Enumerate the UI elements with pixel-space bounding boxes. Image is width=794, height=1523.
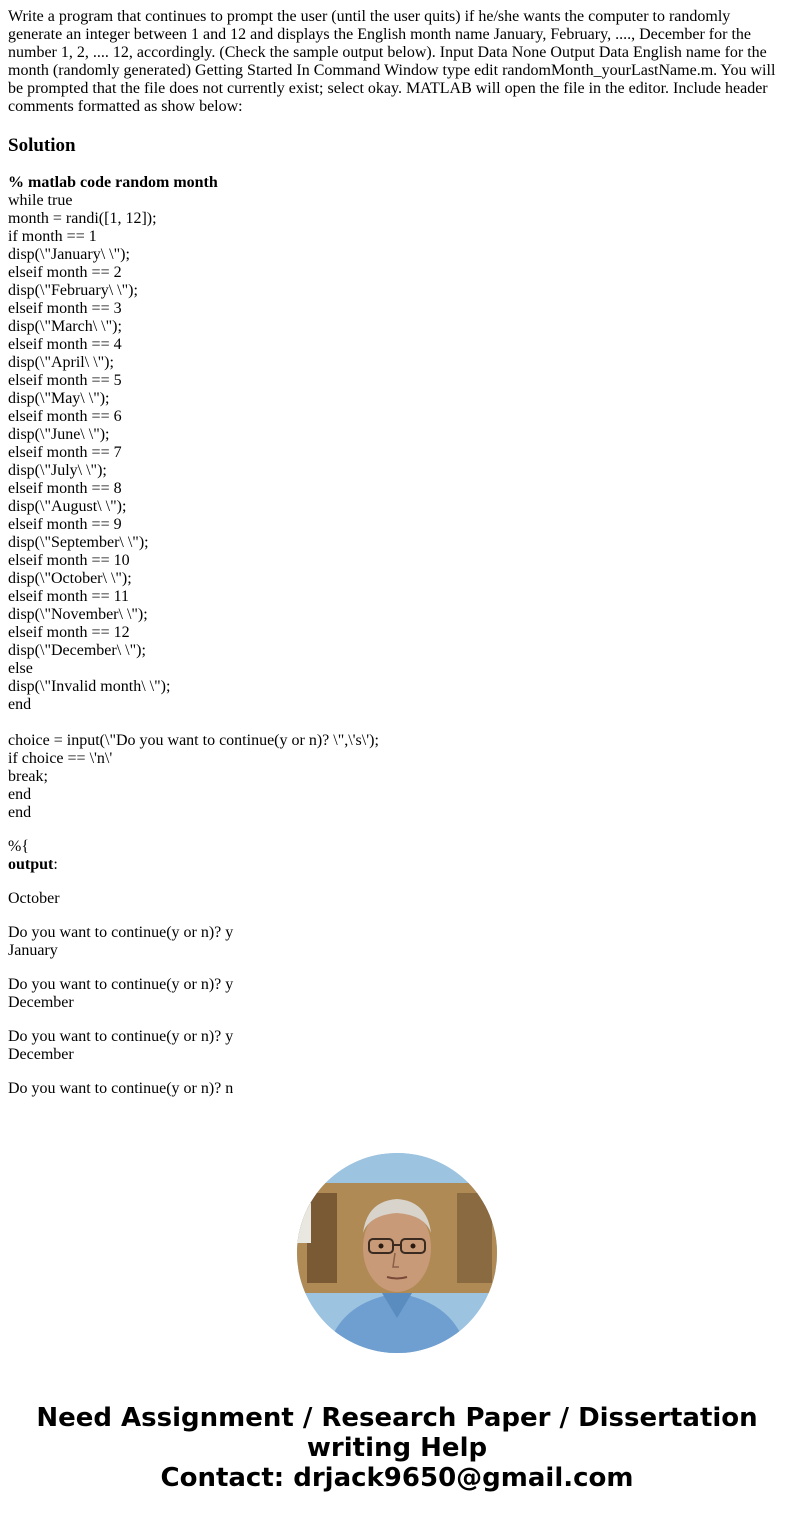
code-line: else <box>8 660 33 677</box>
output-prompt: Do you want to continue(y or n)? y <box>8 924 234 941</box>
code-line: elseif month == 8 <box>8 480 122 497</box>
output-block <box>8 838 233 1098</box>
author-portrait-icon <box>297 1153 497 1353</box>
output-month: December <box>8 1046 74 1063</box>
code-comment: % matlab code random month <box>8 174 218 191</box>
code-line: elseif month == 4 <box>8 336 122 353</box>
code-line: elseif month == 7 <box>8 444 122 461</box>
code-line: end <box>8 786 32 803</box>
code-line: elseif month == 11 <box>8 588 129 605</box>
output-gap <box>8 960 233 976</box>
output-month: January <box>8 942 58 959</box>
footer-line-1: Need Assignment / Research Paper / Dissertation <box>36 1403 758 1433</box>
code-line: elseif month == 10 <box>8 552 130 569</box>
output-gap <box>8 908 233 924</box>
code-line: disp(\"November\ \"); <box>8 606 148 623</box>
code-line: disp(\"September\ \"); <box>8 534 149 551</box>
code-line: month = randi([1, 12]); <box>8 210 157 227</box>
output-label <box>8 856 233 874</box>
code-line: elseif month == 12 <box>8 624 130 641</box>
code-line: end <box>8 696 32 713</box>
code-line: if month == 1 <box>8 228 97 245</box>
document <box>8 8 786 1097</box>
output-gap <box>8 1012 233 1028</box>
footer-contact: Contact: drjack9650@gmail.com <box>160 1463 634 1493</box>
output-label-text: output <box>8 856 54 873</box>
code-line: elseif month == 2 <box>8 264 122 281</box>
code-line: disp(\"May\ \"); <box>8 390 110 407</box>
code-line: disp(\"October\ \"); <box>8 570 132 587</box>
code-line: disp(\"July\ \"); <box>8 462 107 479</box>
code-line: disp(\"February\ \"); <box>8 282 138 299</box>
code-line: elseif month == 5 <box>8 372 122 389</box>
code-line: disp(\"December\ \"); <box>8 642 146 659</box>
code-line: elseif month == 9 <box>8 516 122 533</box>
footer-banner <box>0 1403 794 1493</box>
code-line: disp(\"August\ \"); <box>8 498 127 515</box>
output-prompt: Do you want to continue(y or n)? n <box>8 1080 234 1097</box>
code-line: disp(\"March\ \"); <box>8 318 122 335</box>
code-blank-line <box>8 714 786 732</box>
code-line: while true <box>8 192 73 209</box>
code-line: elseif month == 3 <box>8 300 122 317</box>
solution-heading: Solution <box>8 135 76 156</box>
code-block <box>8 174 786 822</box>
code-line: disp(\"Invalid month\ \"); <box>8 678 171 695</box>
code-line: end <box>8 804 32 821</box>
output-month: October <box>8 890 60 907</box>
code-line: disp(\"April\ \"); <box>8 354 114 371</box>
code-line: disp(\"January\ \"); <box>8 246 130 263</box>
footer-line-2: writing Help <box>306 1433 488 1463</box>
code-line: break; <box>8 768 48 785</box>
output-gap <box>8 1064 233 1080</box>
code-line: disp(\"June\ \"); <box>8 426 110 443</box>
question-text: Write a program that continues to prompt the user (until the user quits) if he/she wants the computer to randomly generate an integer between 1 and 12 and displays the English month name January, February, ...., December for the number 1, 2, .... 12, accordingly. (Check the sample output below). Input Data None Output Data English name for the month (randomly generated) Getting Started In Command Window type edit randomMonth_yourLastName.m. You will be prompted that the file does not currently exist; select okay. MATLAB will open the file in the editor. Include header comments formatted as show below: <box>8 8 776 115</box>
output-month: December <box>8 994 74 1011</box>
output-prompt: Do you want to continue(y or n)? y <box>8 976 234 993</box>
code-line: if choice == \'n\' <box>8 750 113 767</box>
code-line: choice = input(\"Do you want to continue(y or n)? \",\'s\'); <box>8 732 379 749</box>
output-prompt: Do you want to continue(y or n)? y <box>8 1028 234 1045</box>
output-gap <box>8 874 233 890</box>
output-label-suffix: : <box>53 856 58 873</box>
author-avatar <box>297 1153 497 1353</box>
comment-open: %{ <box>8 838 30 855</box>
code-line: elseif month == 6 <box>8 408 122 425</box>
